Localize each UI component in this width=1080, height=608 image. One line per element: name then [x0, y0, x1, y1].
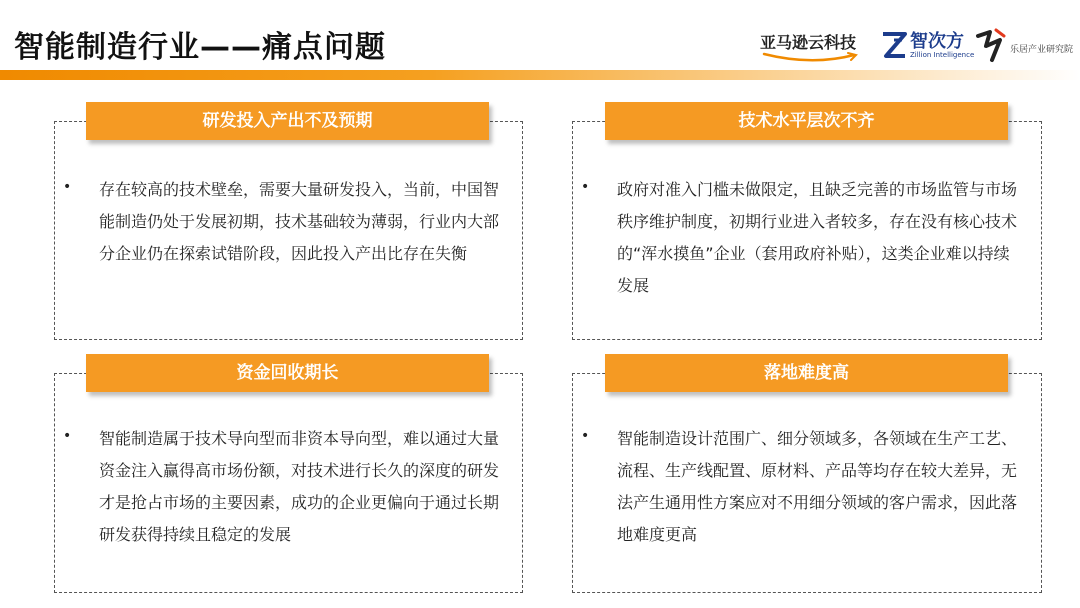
zhici-logo-cn: 智次方: [910, 31, 964, 52]
card-body: 智能制造属于技术导向型而非资本导向型，难以通过大量资金注入赢得高市场份额，对技术进行长久的深度的研发才是抢占市场的主要因素，成功的企业更偏向于通过长期研发获得持续且稳定的发展: [99, 429, 500, 544]
card-capital-payback: [54, 373, 523, 593]
amazon-logo-text: 亚马逊云科技: [760, 33, 857, 52]
card-header-deployment-difficulty: 落地难度高: [605, 354, 1008, 392]
card-tech-level: [572, 121, 1042, 340]
card-body: 智能制造设计范围广、细分领域多，各领域在生产工艺、流程、生产线配置、原材料、产品等均存在较大差异，无法产生通用性方案应对不用细分领域的客户需求，因此落地难度更高: [617, 429, 1018, 544]
card-header-tech-level: 技术水平层次不齐: [605, 102, 1008, 140]
title-underline-bar: [0, 70, 1080, 80]
zhici-logo-en: Zillion Intelligence: [910, 51, 975, 59]
card-body: 政府对准入门槛未做限定，且缺乏完善的市场监管与市场秩序维护制度，初期行业进入者较多，存在没有核心技术的“浑水摸鱼”企业（套用政府补贴），这类企业难以持续发展: [617, 180, 1018, 295]
card-rd-input-output: [54, 121, 523, 340]
bullet-icon: •: [63, 179, 72, 195]
bullet-icon: •: [63, 428, 72, 444]
bullet-icon: •: [581, 428, 590, 444]
leadleo-logo: [974, 26, 1074, 70]
card-header-rd-input-output: 研发投入产出不及预期: [86, 102, 489, 140]
zhici-logo: [880, 26, 975, 70]
card-header-capital-payback: 资金回收期长: [86, 354, 489, 392]
card-deployment-difficulty: [572, 373, 1042, 593]
partner-logos: [760, 26, 1074, 70]
amazon-smile-icon: [762, 52, 862, 64]
amazon-cloud-logo: [760, 30, 856, 53]
leadleo-logo-text: 乐居产业研究院: [1010, 45, 1074, 55]
bullet-icon: •: [581, 179, 590, 195]
zhici-mark-icon: [880, 30, 908, 60]
page-title: 智能制造行业——痛点问题: [14, 30, 386, 65]
card-body: 存在较高的技术壁垒，需要大量研发投入，当前，中国智能制造仍处于发展初期，技术基础较为薄弱，行业内大部分企业仍在探索试错阶段，因此投入产出比存在失衡: [99, 180, 500, 263]
leadleo-mark-icon: [974, 26, 1008, 66]
